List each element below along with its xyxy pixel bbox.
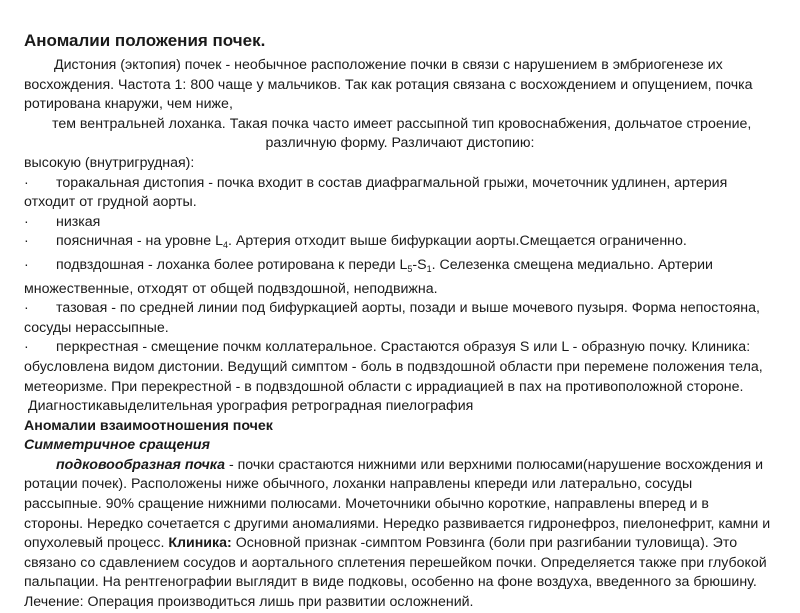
intro-line-5: различную форму. Различают дистопию: bbox=[265, 135, 535, 152]
horseshoe-line-4: стороны. Нередко сочетается с другими аномалиями. Нередко развивается гидронефроз, пиелонефрит, камни и bbox=[24, 515, 771, 532]
bullet-text: поясничная - на уровне L bbox=[56, 233, 223, 250]
horseshoe-line-2: ротации почек). Расположены ниже обычного, лоханки направлены кпереди или латерально, сосуды bbox=[24, 476, 693, 493]
bullet-marker: · bbox=[24, 174, 29, 191]
horseshoe-line-7: пальпации. На рентгенографии выглядит в виде подковы, особенно на фоне воздуха, введенного за брюшину. bbox=[24, 574, 757, 591]
bullet-thoracic bbox=[24, 174, 776, 194]
diagnostics-line: Диагностикавыделительная урография ретроградная пиелография bbox=[28, 398, 474, 415]
bullet-marker: · bbox=[24, 233, 29, 250]
intro-line-4: тем вентральней лоханка. Такая почка часто имеет рассыпной тип кровоснабжения, дольчатое строение, bbox=[52, 115, 752, 132]
bullet-marker: · bbox=[24, 213, 29, 230]
intro-line-2: восхождения. Частота 1: 800 чаще у мальчиков. Так как ротация связана с восхождением и опущением, почка bbox=[24, 76, 753, 93]
intro-line-3: ротирована кнаружи, чем ниже, bbox=[24, 96, 233, 113]
horseshoe-line-8: Лечение: Операция производиться лишь при развитии осложнений. bbox=[24, 594, 474, 611]
horseshoe-text: - почки срастаются нижними или верхними полюсами(нарушение восхождения и bbox=[225, 456, 764, 473]
bullet-text: . Селезенка смещена медиально. Артерии bbox=[431, 256, 713, 273]
section-heading: Аномалии взаимоотношения почек bbox=[24, 417, 273, 434]
intro-line-6: высокую (внутригрудная): bbox=[24, 154, 195, 171]
bullet-text: подвздошная - лоханка более ротирована к переди L bbox=[56, 256, 408, 273]
document-page bbox=[24, 30, 776, 613]
horseshoe-line-6: связано со сдавлением сосудов и аортального сплетения перешейком почки. Определяется также при глубокой bbox=[24, 554, 767, 571]
bullet-pelvic-cont: сосуды нерассыпные. bbox=[24, 319, 169, 336]
bullet-text: перкрестная - смещение почкм коллатеральное. Срастаются образуя S или L - образную почку. Клиника: bbox=[56, 339, 751, 356]
bullet-iliac-cont: множественные, отходят от общей подвздошной, неподвижна. bbox=[24, 280, 438, 297]
bullet-crossed-cont-1: обусловлена видом дистонии. Ведущий симптом - боль в подвздошной области при перемене положения тела, bbox=[24, 358, 763, 375]
section-subheading: Симметричное сращения bbox=[24, 437, 210, 454]
bullet-crossed bbox=[24, 338, 776, 358]
bullet-text: тазовая - по средней линии под бифуркацией аорты, позади и выше мочевого пузыря. Форма непостояна, bbox=[56, 300, 760, 317]
page-title: Аномалии положения почек. bbox=[24, 31, 266, 50]
clinic-label: Клиника: bbox=[168, 535, 232, 552]
subscript: 1 bbox=[426, 263, 432, 274]
bullet-marker: · bbox=[24, 300, 29, 317]
subscript: 5 bbox=[407, 263, 413, 274]
bullet-text: торакальная дистопия - почка входит в состав диафрагмальной грыжи, мочеточник удлинен, артерия bbox=[56, 174, 728, 191]
bullet-pelvic bbox=[24, 299, 776, 319]
bullet-text: низкая bbox=[56, 213, 101, 230]
bullet-thoracic-cont: отходит от грудной аорты. bbox=[24, 194, 197, 211]
bullet-text: -S bbox=[412, 256, 427, 273]
horseshoe-line-3: рассыпные. 90% сращение нижними полюсами. Мочеточники обычно короткие, направлены вперед и в bbox=[24, 496, 709, 513]
bullet-crossed-cont-2: метеоризме. При перекрестной - в подвздошной области с иррадиацией в пах на противоположной стороне. bbox=[24, 378, 744, 395]
horseshoe-line-1 bbox=[24, 456, 776, 476]
bullet-low bbox=[24, 213, 776, 233]
bullet-iliac bbox=[24, 256, 776, 280]
horseshoe-term: подковообразная почка bbox=[56, 456, 225, 473]
bullet-lumbar bbox=[24, 232, 776, 256]
horseshoe-text: опухолевый процесс. bbox=[24, 535, 169, 552]
intro-line-1: Дистония (эктопия) почек - необычное расположение почки в связи с нарушением в эмбриогенезе их bbox=[54, 57, 723, 73]
horseshoe-line-5 bbox=[24, 534, 776, 554]
horseshoe-text: Основной признак -симптом Ровзинга (боли при разгибании туловища). Это bbox=[231, 535, 738, 552]
subscript: 4 bbox=[223, 240, 229, 251]
bullet-text: . Артерия отходит выше бифуркации аорты.Смещается ограниченно. bbox=[228, 233, 687, 250]
bullet-marker: · bbox=[24, 256, 29, 273]
bullet-marker: · bbox=[24, 339, 29, 356]
